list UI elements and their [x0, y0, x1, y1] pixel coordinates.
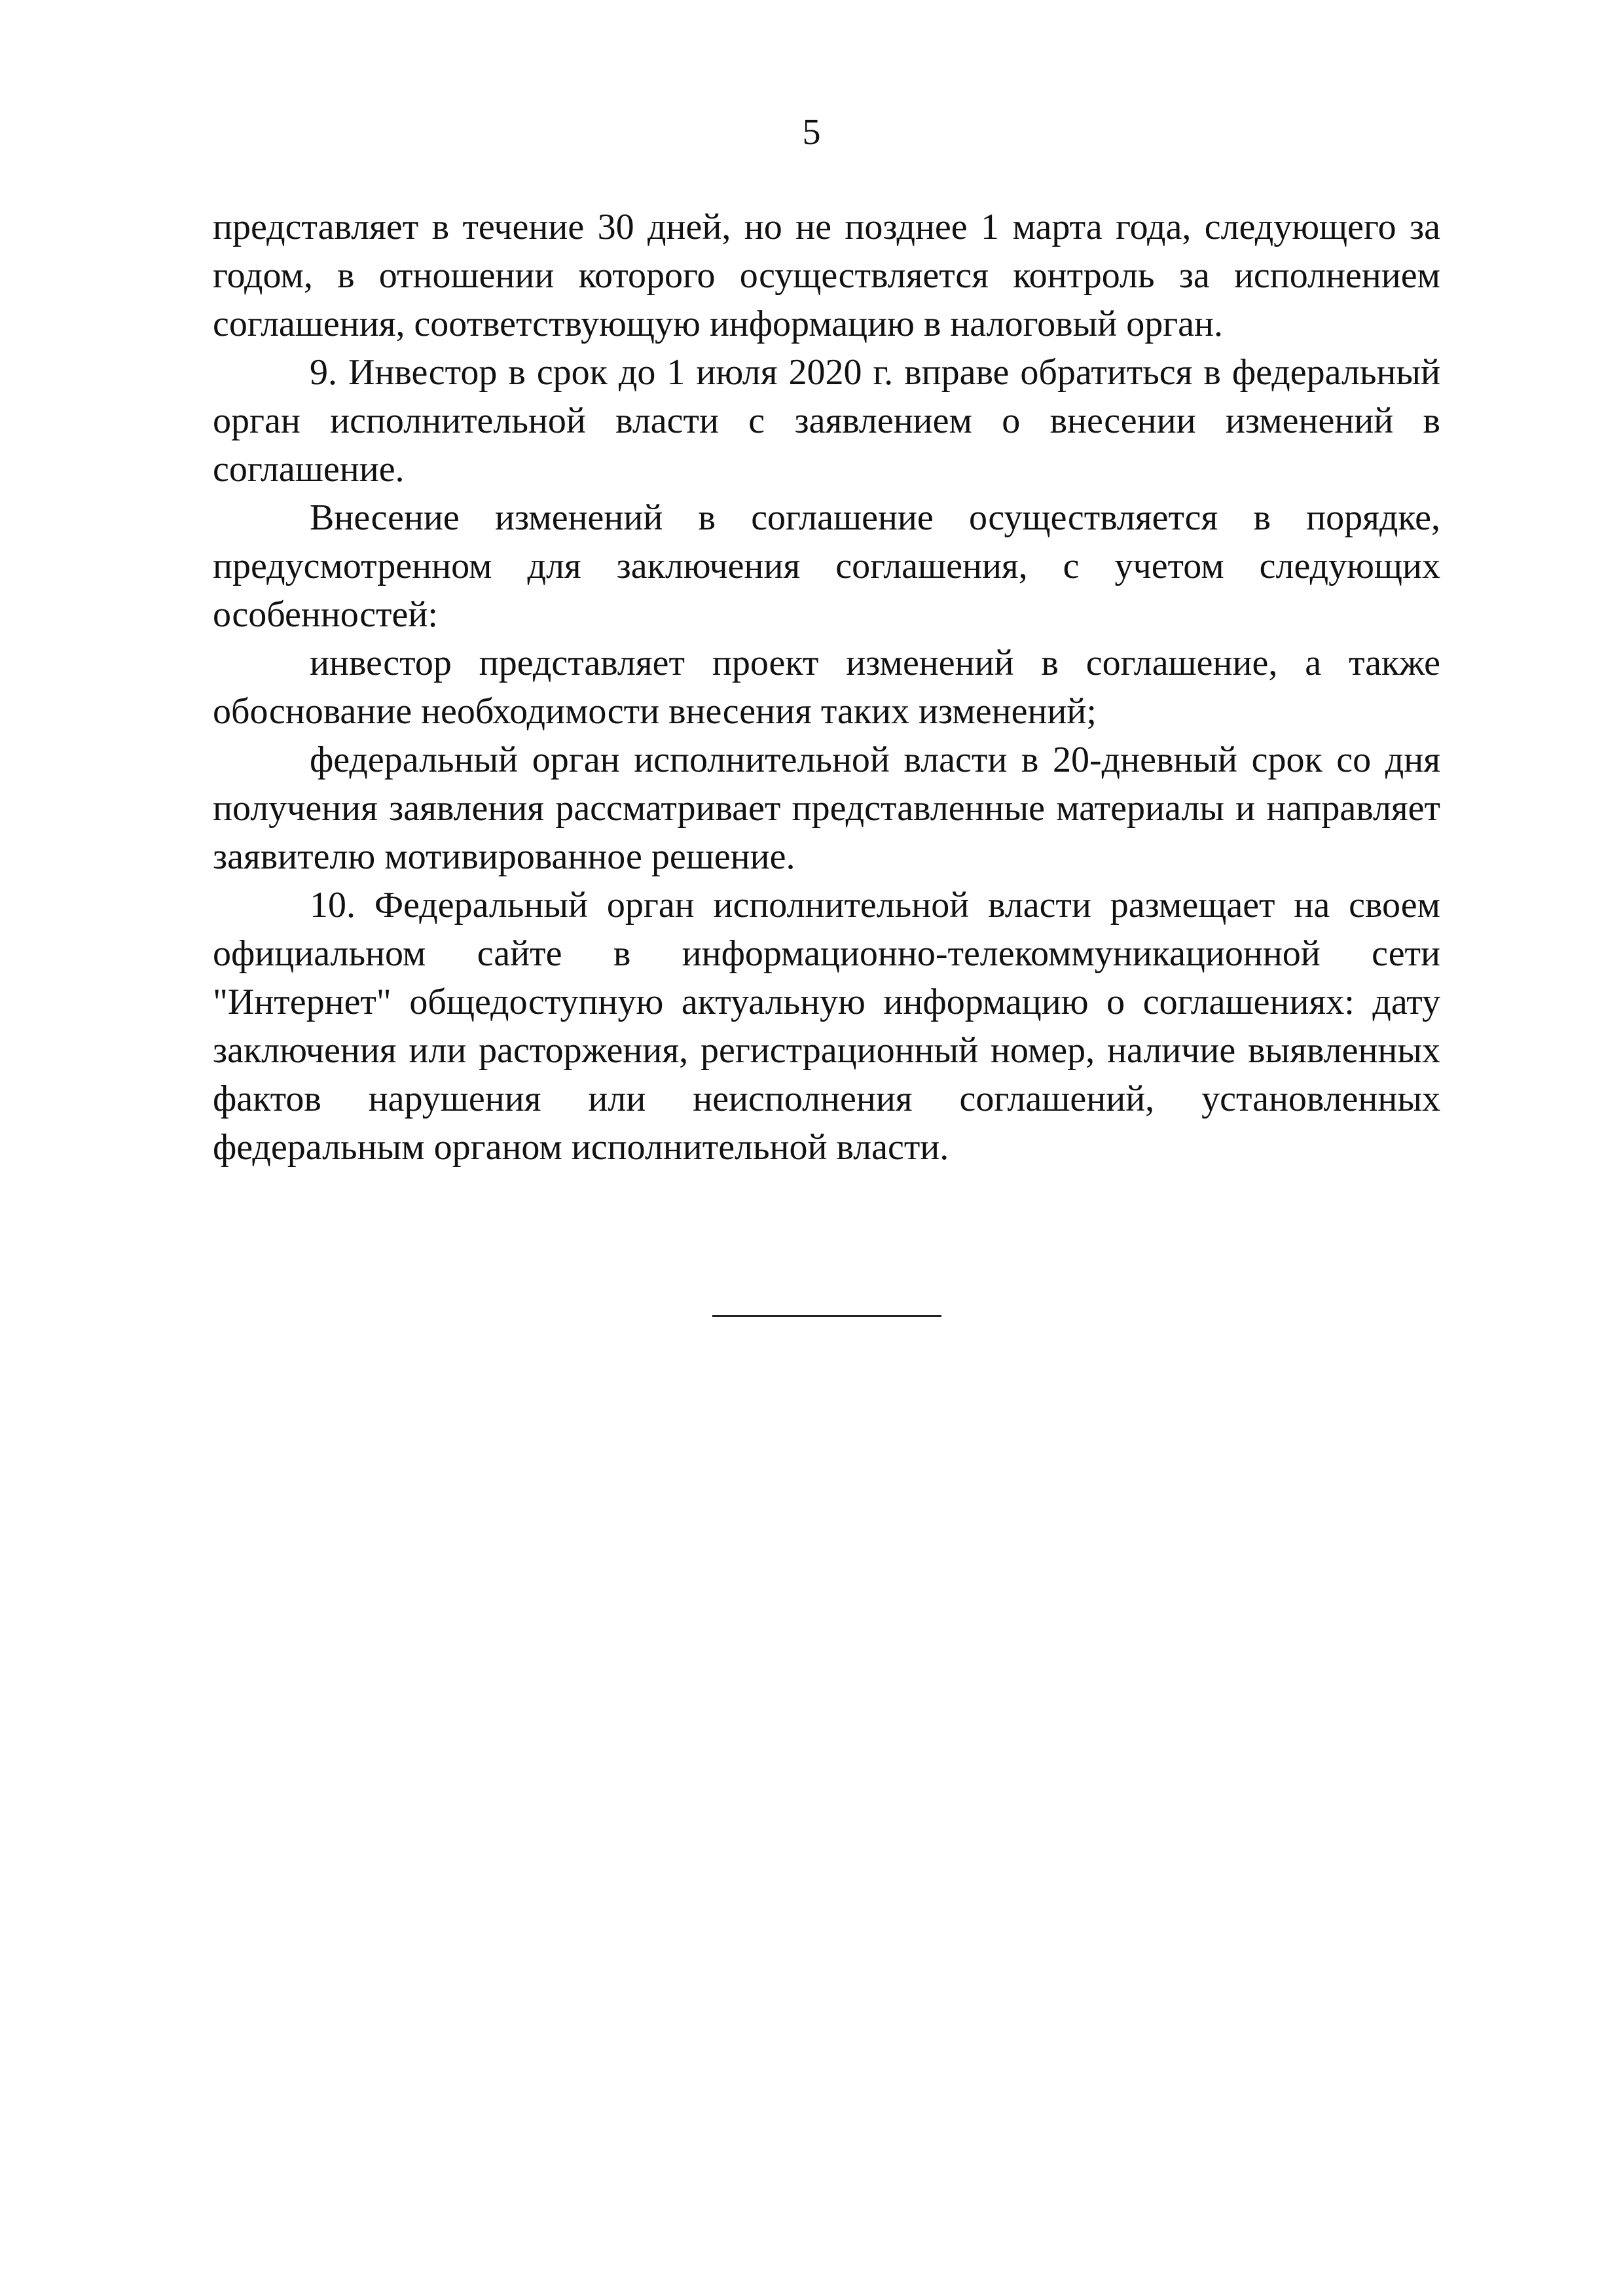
paragraph-item-10: 10. Федеральный орган исполнительной власти размещает на своем официальном сайте в информационно-телекоммуникационной сети "Интернет" общедоступную актуальную информацию о соглашениях: дату заключения или расторжения, регистрационный номер, наличие выявленных фактов нарушения или неисполнения соглашений, установленных федеральным органом исполнительной власти. — [213, 885, 1440, 1168]
paragraph-item-9: 9. Инвестор в срок до 1 июля 2020 г. вправе обратиться в федеральный орган исполнительной власти с заявлением о внесении изменений в соглашение. — [213, 352, 1440, 490]
paragraph-investor-submits: инвестор представляет проект изменений в соглашение, а также обоснование необходимости внесения таких изменений; — [213, 643, 1440, 732]
paragraph-amendment-procedure: Внесение изменений в соглашение осуществляется в порядке, предусмотренном для заключения соглашения, с учетом следующих особенностей: — [213, 497, 1440, 635]
page-number: 5 — [802, 112, 821, 152]
end-separator-line — [712, 1315, 941, 1317]
paragraph-continuation: представляет в течение 30 дней, но не позднее 1 марта года, следующего за годом, в отношении которого осуществляется контроль за исполнением соглашения, соответствующую информацию в налоговый орган. — [213, 207, 1440, 344]
paragraph-authority-reviews: федеральный орган исполнительной власти в 20-дневный срок со дня получения заявления рассматривает представленные материалы и направляет заявителю мотивированное решение. — [213, 740, 1440, 877]
document-body — [213, 203, 1440, 1172]
